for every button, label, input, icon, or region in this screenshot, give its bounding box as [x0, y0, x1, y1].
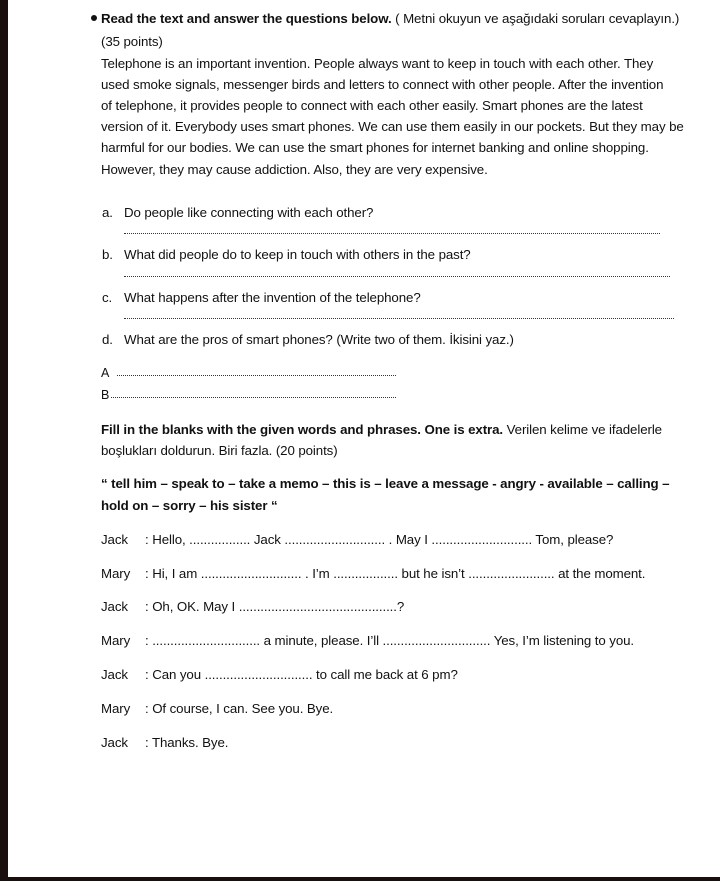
passage-line: However, they may cause addiction. Also, they are very expensive.	[101, 162, 488, 177]
question-letter: d.	[102, 332, 113, 347]
question-letter: c.	[102, 290, 113, 305]
dialogue-line	[101, 664, 458, 685]
answer-line-a[interactable]	[124, 233, 660, 234]
word-bank-line-1: “ tell him – speak to – take a memo – this is – leave a message - angry - available – calling –	[101, 476, 670, 491]
question-d	[102, 329, 514, 350]
word-bank-line-2: hold on – sorry – his sister “	[101, 498, 278, 513]
question-text: What are the pros of smart phones? (Write two of them. İkisini yaz.)	[124, 332, 514, 347]
question-text: What did people do to keep in touch with others in the past?	[124, 247, 471, 262]
section2-instruction-bold: Fill in the blanks with the given words and phrases. One is extra.	[101, 422, 504, 437]
dialogue-text: : Thanks. Bye.	[145, 735, 229, 750]
pros-label-b: B	[101, 388, 110, 402]
dialogue-text[interactable]: : Oh, OK. May I ............................................?	[145, 599, 405, 614]
speaker-name: Jack	[101, 599, 128, 614]
worksheet-page	[8, 0, 720, 877]
bullet-icon	[91, 15, 97, 21]
question-text: What happens after the invention of the telephone?	[124, 290, 421, 305]
section1-instruction	[101, 8, 679, 29]
speaker-name: Jack	[101, 735, 128, 750]
dialogue-line	[101, 563, 645, 584]
passage-line: version of it. Everybody uses smart phones. We can use them easily in our pockets. But they may be	[101, 119, 684, 134]
speaker-name: Mary	[101, 633, 131, 648]
answer-line-b[interactable]	[124, 276, 670, 277]
speaker-name: Jack	[101, 667, 128, 682]
section2-instruction	[101, 419, 662, 440]
dialogue-line	[101, 732, 228, 753]
section2-instruction-tr-2: boşlukları doldurun. Biri fazla. (20 points)	[101, 443, 338, 458]
question-letter: b.	[102, 247, 113, 262]
section2-instruction-tr: Verilen kelime ve ifadelerle	[503, 422, 662, 437]
dialogue-text[interactable]: : Hi, I am ............................ . I’m .................. but he isn’t ........................ at the moment.	[145, 566, 646, 581]
dialogue-line	[101, 529, 613, 550]
passage-line: Telephone is an important invention. People always want to keep in touch with each other. They	[101, 56, 654, 71]
dialogue-text[interactable]: : Can you .............................. to call me back at 6 pm?	[145, 667, 458, 682]
section1-instruction-tr: ( Metni okuyun ve aşağıdaki soruları cevaplayın.)	[391, 11, 680, 26]
speaker-name: Mary	[101, 566, 131, 581]
dialogue-text: : Of course, I can. See you. Bye.	[145, 701, 334, 716]
question-a	[102, 202, 373, 223]
section1-instruction-bold: Read the text and answer the questions below.	[101, 11, 392, 26]
pros-label-a: A	[101, 366, 110, 380]
section1-points: (35 points)	[101, 34, 163, 49]
answer-line-pros-a[interactable]	[117, 375, 396, 376]
question-b	[102, 244, 471, 265]
answer-line-pros-b[interactable]	[111, 397, 396, 398]
question-letter: a.	[102, 205, 113, 220]
speaker-name: Jack	[101, 532, 128, 547]
answer-line-c[interactable]	[124, 318, 674, 319]
passage-line: used smoke signals, messenger birds and letters to connect with other people. After the invention	[101, 77, 664, 92]
question-c	[102, 287, 421, 308]
dialogue-line	[101, 596, 404, 617]
speaker-name: Mary	[101, 701, 131, 716]
dialogue-text[interactable]: : .............................. a minute, please. I’ll .............................. Yes, I’m listening to you.	[145, 633, 635, 648]
dialogue-line	[101, 630, 634, 651]
passage-line: of telephone, it provides people to connect with each other easily. Smart phones are the latest	[101, 98, 643, 113]
question-text: Do people like connecting with each other?	[124, 205, 374, 220]
dialogue-text[interactable]: : Hello, ................. Jack ............................ . May I ............................ Tom, please?	[145, 532, 614, 547]
dialogue-line	[101, 698, 333, 719]
passage-line: harmful for our bodies. We can use the smart phones for internet banking and online shopping.	[101, 140, 649, 155]
